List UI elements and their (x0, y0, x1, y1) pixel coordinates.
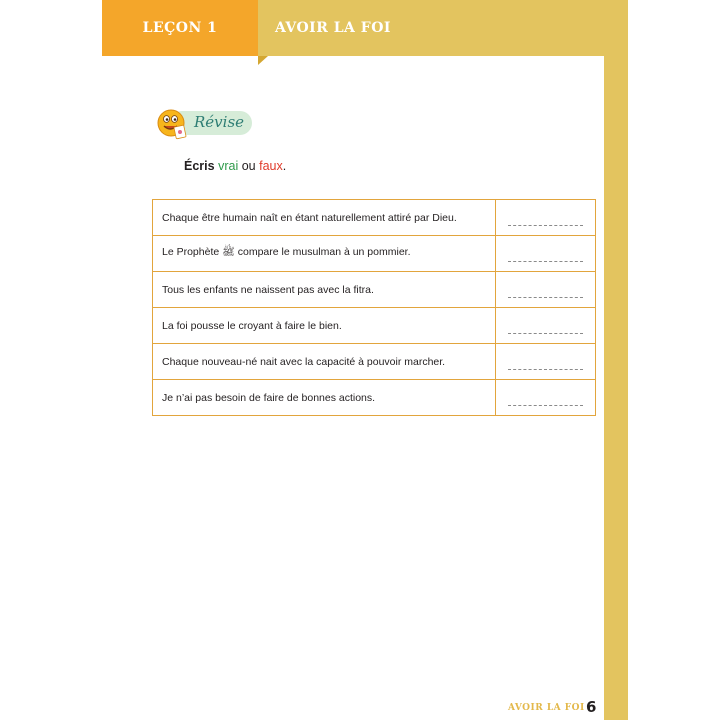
page-number: 6 (586, 698, 597, 716)
dash-line (508, 333, 583, 334)
answer-blank[interactable] (496, 380, 596, 416)
table-row (153, 236, 596, 272)
answer-blank[interactable] (496, 308, 596, 344)
footer-title: AVOIR LA FOI (508, 703, 585, 713)
tab-notch (258, 56, 268, 65)
revise-badge (156, 107, 252, 137)
revise-label: Révise (194, 113, 245, 131)
dash-line (508, 369, 583, 370)
statement-text: Je n’ai pas besoin de faire de bonnes actions. (153, 380, 496, 416)
instruction-faux: faux (259, 159, 283, 173)
answer-blank[interactable] (496, 272, 596, 308)
exercise-table (152, 199, 596, 416)
dash-line (508, 405, 583, 406)
answer-blank[interactable] (496, 344, 596, 380)
statement-text: Chaque être humain naît en étant naturellement attiré par Dieu. (153, 200, 496, 236)
statement-text: La foi pousse le croyant à faire le bien. (153, 308, 496, 344)
table-row (153, 272, 596, 308)
table-row (153, 380, 596, 416)
side-band (604, 56, 628, 720)
statement-text: Chaque nouveau-né nait avec la capacité à pouvoir marcher. (153, 344, 496, 380)
lesson-tab (102, 0, 258, 56)
table-row (153, 308, 596, 344)
answer-blank[interactable] (496, 236, 596, 272)
answer-blank[interactable] (496, 200, 596, 236)
instruction-end: . (282, 159, 287, 173)
instruction-verb: Écris (184, 159, 215, 173)
table-row (153, 200, 596, 236)
dash-line (508, 225, 583, 226)
lesson-title: AVOIR LA FOI (275, 20, 391, 36)
dash-line (508, 297, 583, 298)
table-row (153, 344, 596, 380)
statement-text: Tous les enfants ne naissent pas avec la fitra. (153, 272, 496, 308)
instruction-connector: ou (241, 159, 256, 173)
smiley-icon (156, 107, 190, 141)
instruction-vrai: vrai (218, 159, 239, 173)
dash-line (508, 261, 583, 262)
lesson-label: LEÇON 1 (142, 20, 218, 36)
instruction (184, 159, 286, 173)
statement-text: Le Prophète ﷺ compare le musulman à un pommier. (153, 236, 496, 272)
